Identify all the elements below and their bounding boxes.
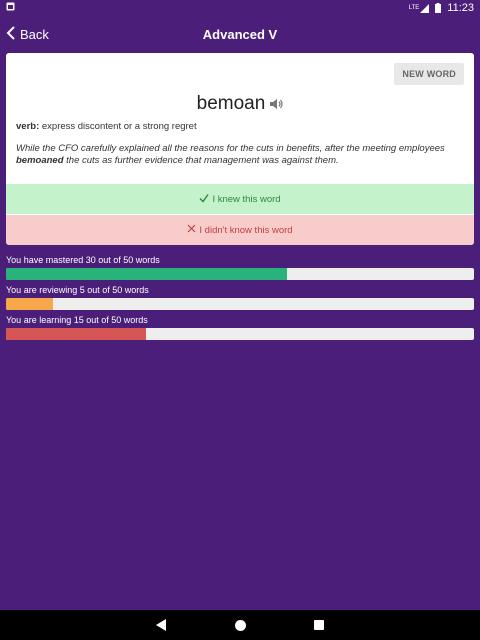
example-after: the cuts as further evidence that management was against them. (63, 155, 339, 166)
network-label: LTE (408, 5, 420, 11)
check-icon (199, 193, 209, 206)
progress-learning (6, 315, 474, 340)
toolbar (0, 16, 480, 52)
status-bar (0, 0, 480, 16)
network-icon (409, 4, 430, 13)
progress-label: You are reviewing 5 out of 50 words (6, 285, 149, 295)
progress-label: You are learning 15 out of 50 words (6, 315, 148, 325)
close-icon (187, 224, 196, 236)
nav-recents-icon[interactable] (314, 620, 324, 630)
definition-text: express discontent or a strong regret (41, 121, 197, 132)
didnt-know-button[interactable] (6, 215, 474, 245)
battery-icon (435, 3, 441, 13)
clock: 11:23 (447, 2, 474, 14)
back-button[interactable] (0, 26, 49, 43)
example-sentence (16, 143, 464, 167)
part-of-speech: verb: (16, 121, 40, 132)
progress-fill (6, 328, 146, 340)
progress-reviewing (6, 285, 474, 310)
progress-fill (6, 298, 53, 310)
definition (16, 121, 464, 132)
progress-track (6, 328, 474, 340)
word-card (6, 53, 474, 245)
notification-icon (6, 2, 15, 14)
example-highlight: bemoaned (16, 155, 64, 166)
progress-mastered (6, 255, 474, 280)
new-word-button[interactable]: NEW WORD (394, 63, 464, 85)
knew-word-label: I knew this word (212, 193, 281, 205)
word-text: bemoan (196, 93, 266, 114)
nav-home-icon[interactable] (235, 620, 246, 631)
nav-back-icon[interactable] (156, 619, 167, 631)
progress-fill (6, 268, 287, 280)
word-heading (6, 93, 474, 115)
didnt-know-label: I didn't know this word (199, 224, 293, 236)
chevron-left-icon (6, 26, 16, 43)
progress-track (6, 268, 474, 280)
back-label: Back (20, 26, 49, 42)
navigation-bar (0, 610, 480, 640)
page-title: Advanced V (202, 26, 278, 42)
progress-track (6, 298, 474, 310)
knew-word-button[interactable] (6, 184, 474, 214)
example-before: While the CFO carefully explained all the reasons for the cuts in benefits, after the meeting employees (16, 143, 445, 154)
speaker-icon[interactable] (269, 98, 283, 110)
progress-label: You have mastered 30 out of 50 words (6, 255, 160, 265)
